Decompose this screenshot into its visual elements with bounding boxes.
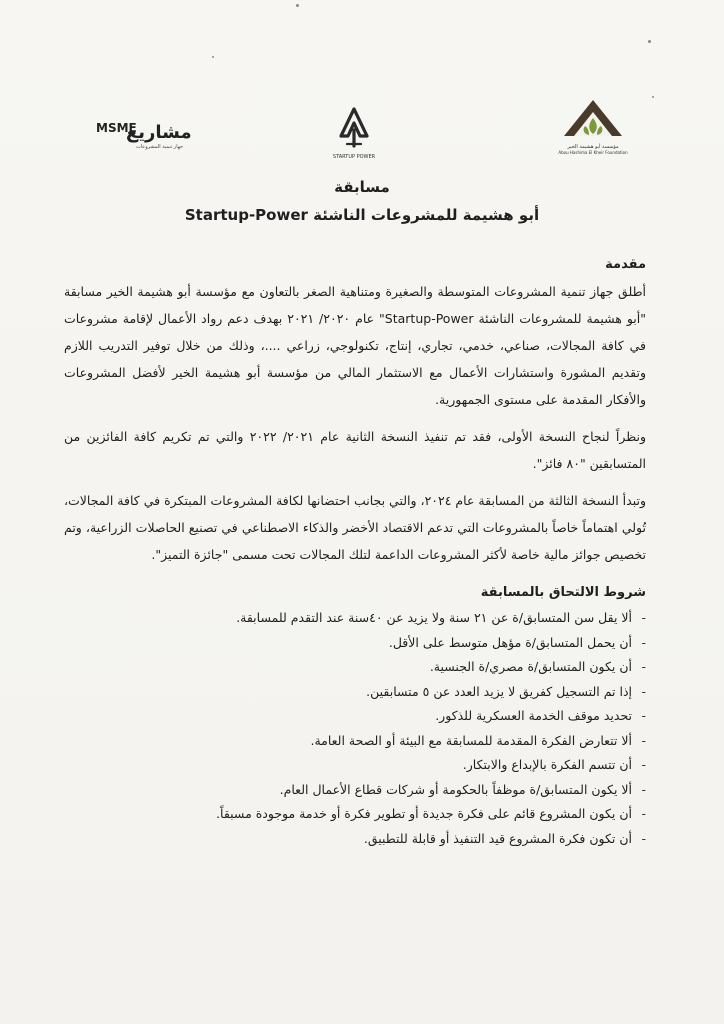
conditions-list bbox=[64, 606, 646, 851]
intro-paragraph-3: وتبدأ النسخة الثالثة من المسابقة عام ٢٠٢٤، والتي بجانب احتضانها لكافة المشروعات المبتكرة في كافة المجالات، تُولي اهتماماً خاصاً بالمشروعات التي تدعم الاقتصاد الأخضر والذكاء الاصطناعي في تصنيع الحاصلات الزراعية، وتم تخصيص جوائز مالية خاصة لأكثر المشروعات الداعمة لتلك المجالات تحت مسمى "جائزة التميز". bbox=[64, 493, 646, 562]
condition-item: - أن يكون المشروع قائم على فكرة جديدة أو تطوير فكرة أو خدمة موجودة مسبقاً. bbox=[64, 802, 632, 827]
conditions-heading: شروط الالتحاق بالمسابقة bbox=[480, 585, 646, 600]
document-title bbox=[0, 178, 724, 224]
condition-item: - أن تكون فكرة المشروع قيد التنفيذ أو قابلة للتطبيق. bbox=[64, 827, 632, 852]
intro-heading: مقدمة bbox=[605, 257, 646, 272]
foundation-caption-ar: مؤسسة أبو هشيمة الخير bbox=[567, 144, 619, 150]
condition-item: - أن يكون المتسابق/ة مصري/ة الجنسية. bbox=[64, 655, 632, 680]
condition-item: - ألا يكون المتسابق/ة موظفاً بالحكومة أو شركات قطاع الأعمال العام. bbox=[64, 778, 632, 803]
scan-speck bbox=[296, 4, 299, 7]
scan-speck bbox=[648, 40, 651, 43]
foundation-caption-en: Abou Hashima El Kheir Foundation bbox=[558, 150, 628, 155]
condition-item: - ألا تتعارض الفكرة المقدمة للمسابقة مع البيئة أو الصحة العامة. bbox=[64, 729, 632, 754]
msme-wordmark: MSME bbox=[96, 121, 137, 135]
condition-item: - إذا تم التسجيل كفريق لا يزيد العدد عن ٥ متسابقين. bbox=[64, 680, 632, 705]
abou-hashima-foundation-logo bbox=[552, 96, 634, 158]
condition-item: - تحديد موقف الخدمة العسكرية للذكور. bbox=[64, 704, 632, 729]
document-body bbox=[64, 252, 646, 851]
startup-power-logo bbox=[328, 106, 380, 166]
condition-item: - أن يحمل المتسابق/ة مؤهل متوسط على الأقل. bbox=[64, 631, 632, 656]
condition-item: - أن تتسم الفكرة بالإبداع والابتكار. bbox=[64, 753, 632, 778]
header-logos bbox=[0, 92, 724, 162]
condition-item: - ألا يقل سن المتسابق/ة عن ٢١ سنة ولا يزيد عن ٤٠سنة عند التقدم للمسابقة. bbox=[64, 606, 632, 631]
scan-speck bbox=[212, 56, 214, 58]
intro-paragraph-1: أطلق جهاز تنمية المشروعات المتوسطة والصغيرة ومتناهية الصغر بالتعاون مع مؤسسة أبو هشيمة الخير مسابقة "أبو هشيمة للمشروعات الناشئة Startup-Power" عام ٢٠٢٠/ ٢٠٢١ بهدف دعم رواد الأعمال لإقامة مشروعات في كافة المجالات، صناعي، خدمي، تجاري، إنتاج، تكنولوجي، زراعي ....، وذلك من خلال توفير التدريب اللازم وتقديم المشورة واستشارات الأعمال مع الاستثمار المالي من مؤسسة أبو هشيمة الخير لأفضل المشروعات والأفكار المقدمة على مستوى الجمهورية. bbox=[64, 284, 647, 407]
msme-caption: جهاز تنمية المشروعات bbox=[136, 144, 184, 150]
foundation-mountain-icon bbox=[558, 96, 628, 140]
startup-power-caption: STARTUP POWER bbox=[332, 154, 376, 160]
startup-power-icon bbox=[334, 106, 374, 150]
title-line-1: مسابقة bbox=[334, 178, 390, 196]
msme-logo bbox=[96, 122, 216, 152]
intro-paragraph-2: ونظراً لنجاح النسخة الأولى، فقد تم تنفيذ النسخة الثانية عام ٢٠٢١/ ٢٠٢٢ والتي تم تكريم كافة الفائزين من المتسابقين "٨٠ فائز". bbox=[64, 429, 646, 471]
title-line-2: أبو هشيمة للمشروعات الناشئة Startup-Power bbox=[184, 206, 540, 224]
mashari-wordmark: مشاريع bbox=[126, 122, 192, 143]
